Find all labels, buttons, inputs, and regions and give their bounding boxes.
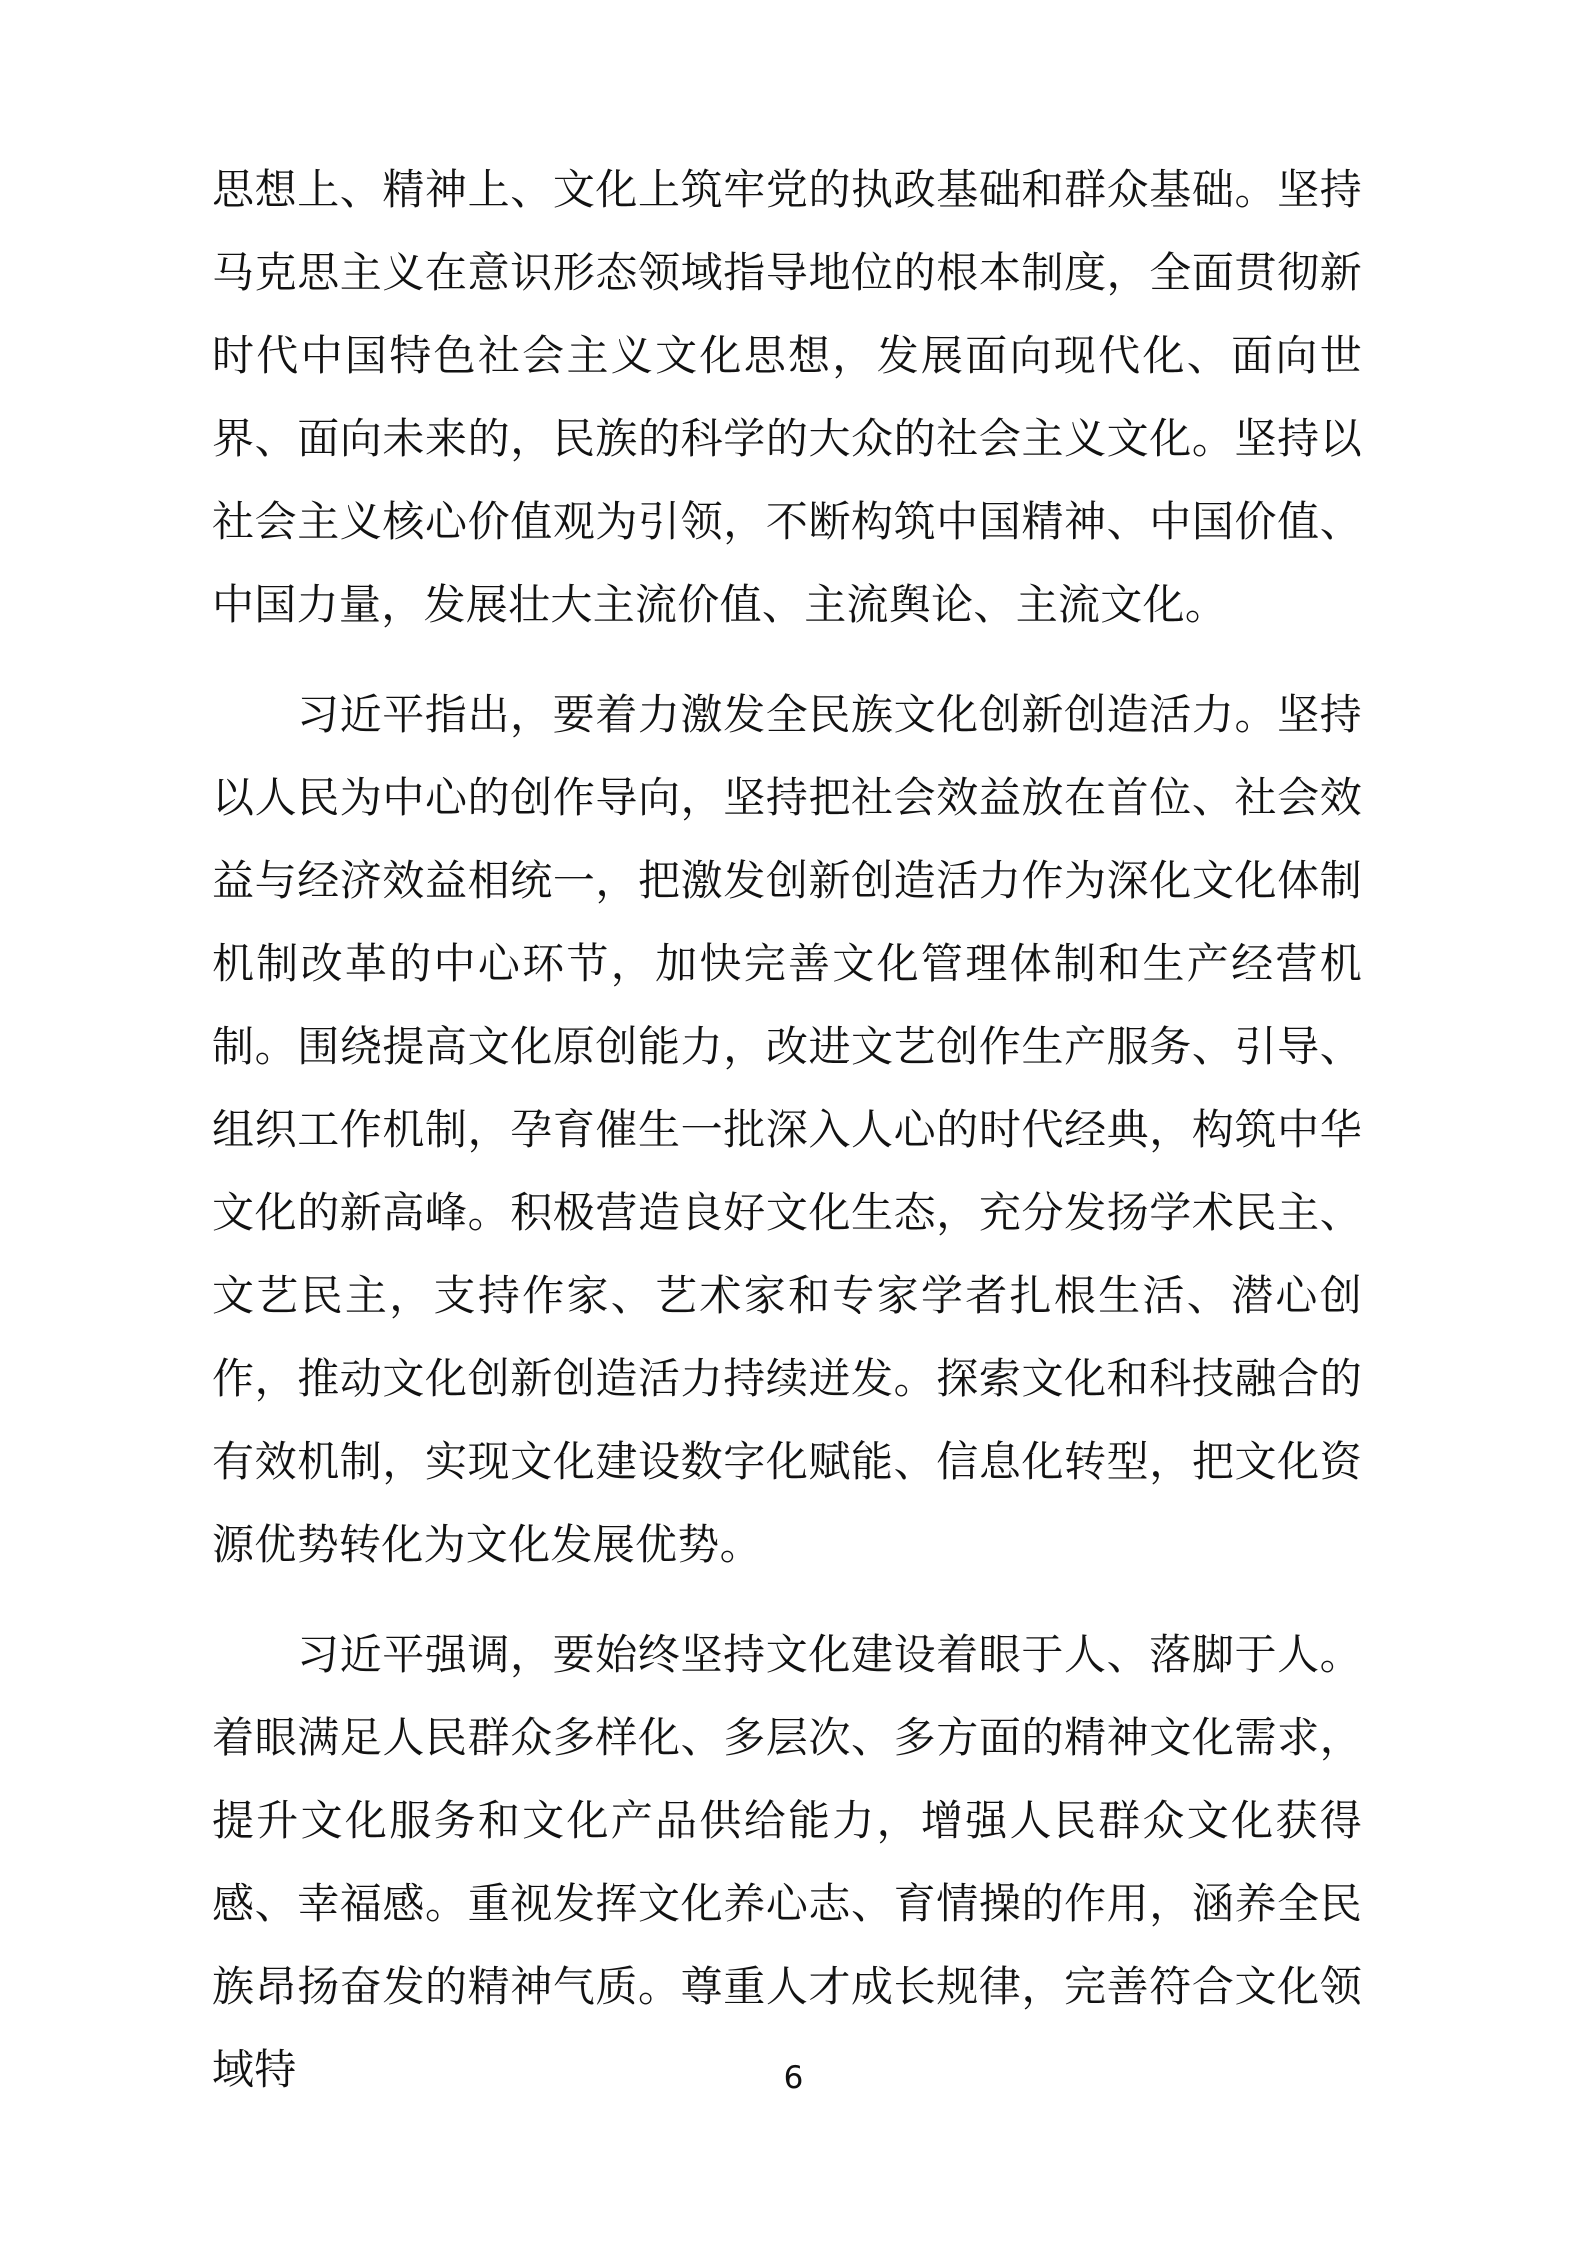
paragraph-continuation: 思想上、精神上、文化上筑牢党的执政基础和群众基础。坚持马克思主义在意识形态领域指导地位的根本制度，全面贯彻新时代中国特色社会主义文化思想，发展面向现代化、面向世界、面向未来的，民族的科学的大众的社会主义文化。坚持以社会主义核心价值观为引领，不断构筑中国精神、中国价值、中国力量，发展壮大主流价值、主流舆论、主流文化。 [212,168,1362,629]
page-footer [0,2058,1587,2098]
paragraph: 习近平指出，要着力激发全民族文化创新创造活力。坚持以人民为中心的创作导向，坚持把社会效益放在首位、社会效益与经济效益相统一，把激发创新创造活力作为深化文化体制机制改革的中心环节，加快完善文化管理体制和生产经营机制。围绕提高文化原创能力，改进文艺创作生产服务、引导、组织工作机制，孕育催生一批深入人心的时代经典，构筑中华文化的新高峰。积极营造良好文化生态，充分发扬学术民主、文艺民主，支持作家、艺术家和专家学者扎根生活、潜心创作，推动文化创新创造活力持续迸发。探索文化和科技融合的有效机制，实现文化建设数字化赋能、信息化转型，把文化资源优势转化为文化发展优势。 [212,693,1362,1569]
paragraph: 习近平强调，要始终坚持文化建设着眼于人、落脚于人。着眼满足人民群众多样化、多层次、多方面的精神文化需求，提升文化服务和文化产品供给能力，增强人民群众文化获得感、幸福感。重视发挥文化养心志、育情操的作用，涵养全民族昂扬奋发的精神气质。尊重人才成长规律，完善符合文化领域特 [212,1633,1362,2094]
document-body [212,150,1362,2113]
page-number: 6 [783,2060,804,2096]
